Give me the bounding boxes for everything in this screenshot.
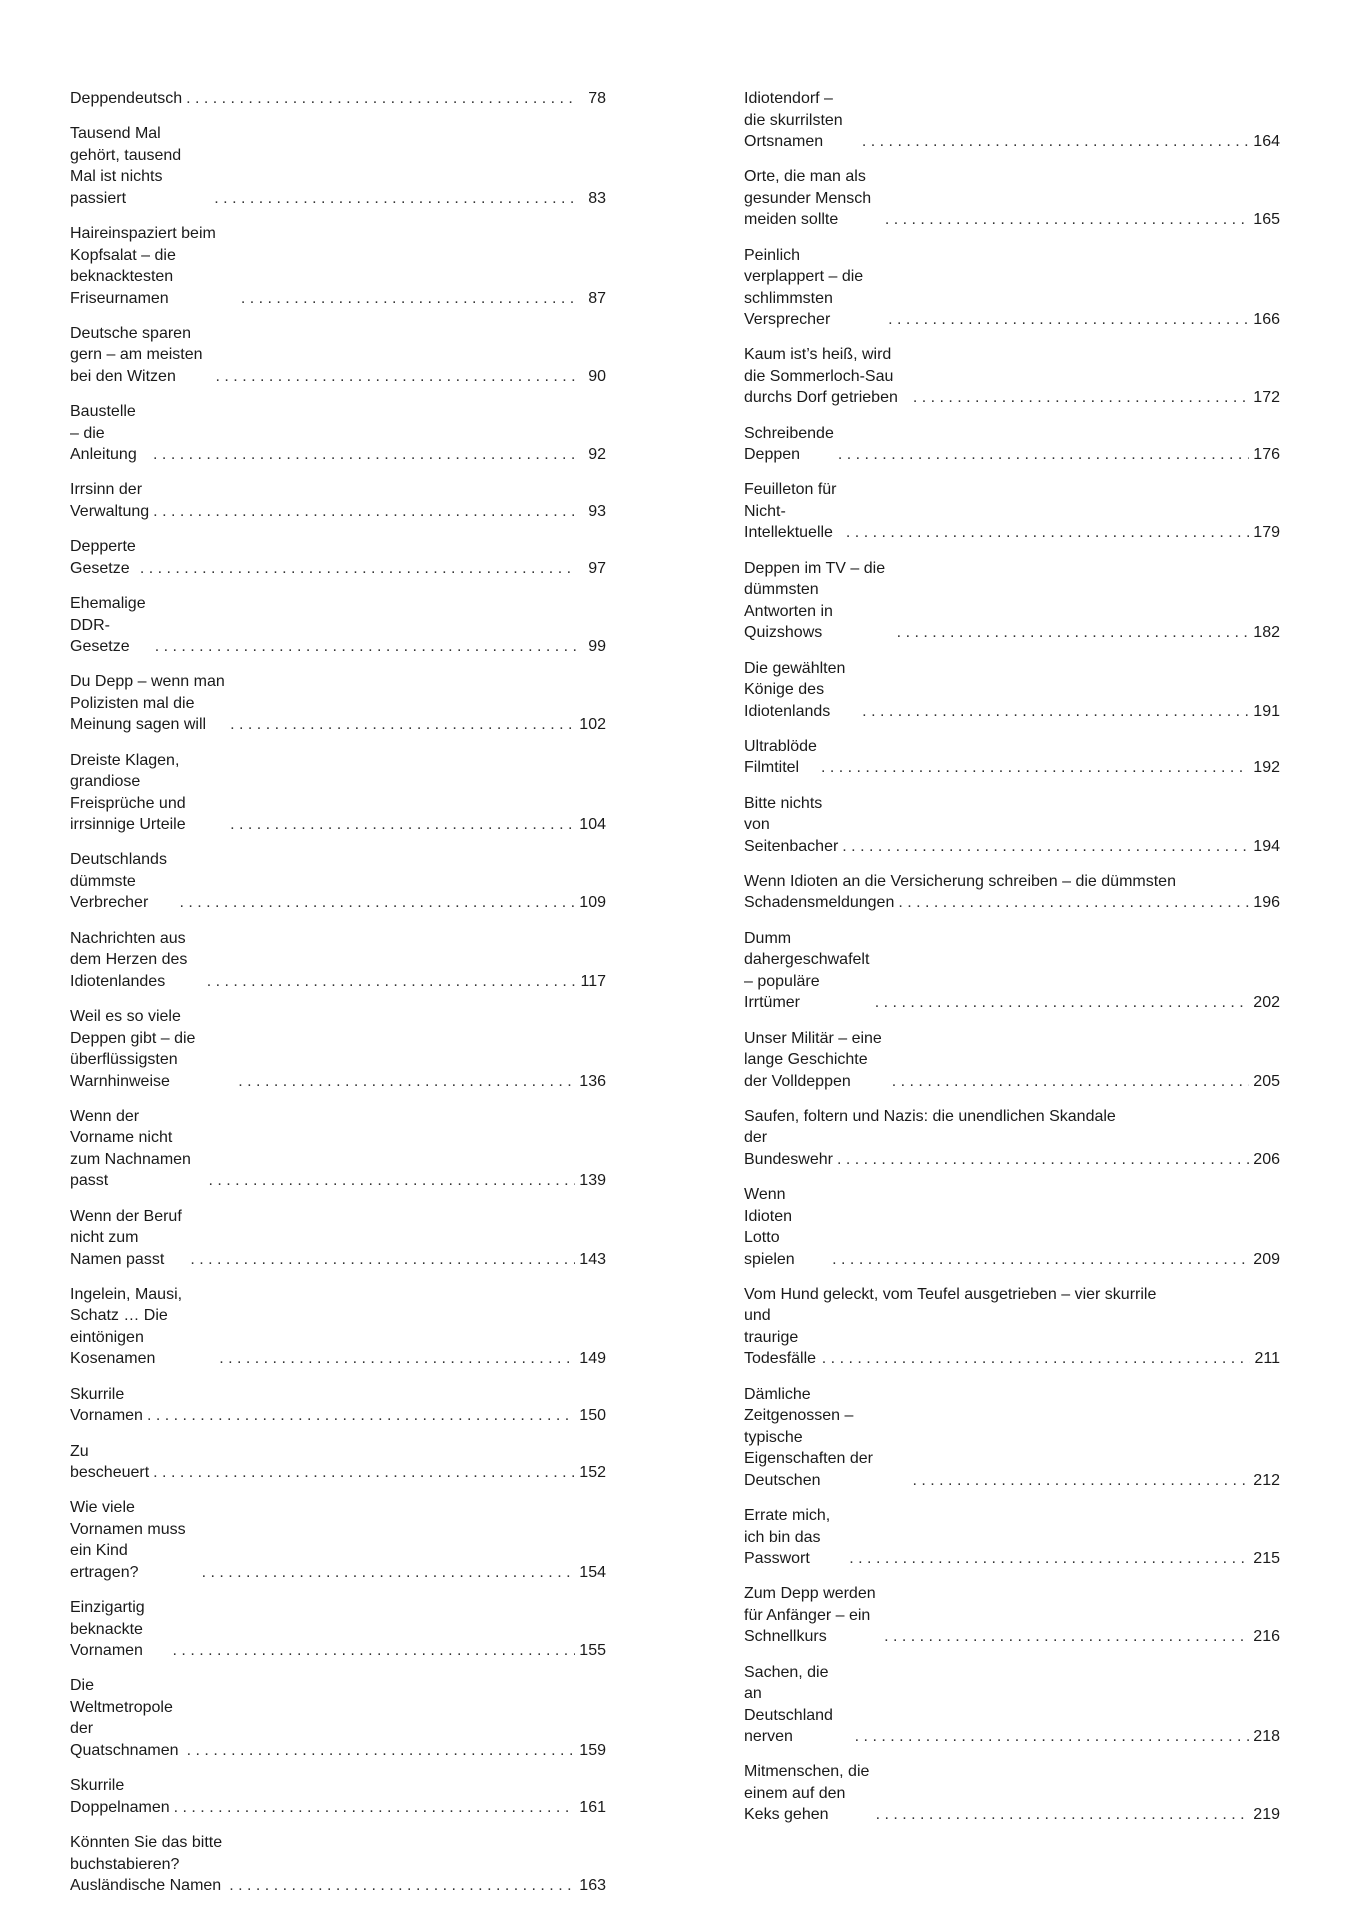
toc-entry bbox=[70, 1673, 606, 1761]
toc-entry bbox=[70, 86, 606, 110]
toc-entry-title: Peinlich verplappert – die schlimmsten Versprecher bbox=[744, 246, 864, 329]
toc-entry-page-number: 136 bbox=[579, 1072, 606, 1090]
toc-entry-page-number: 164 bbox=[1253, 133, 1280, 150]
toc-entry-page-number: 219 bbox=[1253, 1806, 1280, 1824]
toc-entry-title: Skurrile Doppelnamen bbox=[70, 1777, 170, 1816]
toc-entry-title: Feuilleton für Nicht-Intellektuelle bbox=[744, 481, 837, 542]
toc-entry-title-line-1: Wenn Idioten an die Versicherung schreiben – die dümmsten bbox=[744, 872, 1176, 890]
dot-leader bbox=[892, 1071, 1250, 1093]
toc-entry bbox=[744, 926, 1280, 1014]
dot-leader bbox=[898, 892, 1249, 914]
toc-entry bbox=[744, 164, 1280, 231]
toc-entry-page-number: 90 bbox=[588, 367, 606, 385]
toc-entry-title: Ehemalige DDR-Gesetze bbox=[70, 595, 146, 656]
dot-leader bbox=[821, 757, 1249, 779]
dot-leader bbox=[862, 701, 1249, 723]
toc-entry bbox=[70, 1004, 606, 1092]
dot-leader bbox=[140, 558, 576, 580]
dot-leader bbox=[875, 992, 1250, 1014]
toc-entry-title: Dumm dahergeschwafelt – populäre Irrtümer bbox=[744, 929, 870, 1012]
dot-leader bbox=[153, 501, 576, 523]
toc-entry-title: Schreibende Deppen bbox=[744, 424, 834, 464]
toc-entry-title: Haireinspaziert beim Kopfsalat – die beknacktesten Friseurnamen bbox=[70, 225, 216, 307]
toc-entry bbox=[744, 421, 1280, 466]
toc-entry-page-number: 211 bbox=[1254, 1350, 1280, 1368]
toc-entry-page-number: 155 bbox=[579, 1642, 606, 1660]
toc-entry-title: Weil es so viele Deppen gibt – die überflüssigsten Warnhinweise bbox=[70, 1008, 196, 1090]
dot-leader bbox=[173, 1640, 576, 1662]
toc-entry bbox=[70, 121, 606, 209]
toc-entry-title: Baustelle – die Anleitung bbox=[70, 403, 137, 464]
toc-entry-title-line-2: der Bundeswehr bbox=[744, 1129, 833, 1168]
toc-entry-title: Bitte nichts von Seitenbacher bbox=[744, 794, 839, 855]
toc-entry bbox=[70, 1773, 606, 1818]
toc-entry bbox=[744, 1660, 1280, 1748]
toc-entry-page-number: 99 bbox=[588, 638, 606, 656]
toc-entry-title: Zum Depp werden für Anfänger – ein Schnellkurs bbox=[744, 1585, 876, 1646]
toc-entry bbox=[744, 1581, 1280, 1648]
toc-entry bbox=[70, 1382, 606, 1427]
toc-entry bbox=[70, 748, 606, 836]
toc-entry-title: Deppen im TV – die dümmsten Antworten in Quizshows bbox=[744, 559, 886, 642]
toc-entry-title: Tausend Mal gehört, tausend Mal ist nichts passiert bbox=[70, 125, 182, 207]
dot-leader bbox=[885, 209, 1249, 231]
toc-entry bbox=[70, 477, 606, 522]
toc-entry-title: Skurrile Vornamen bbox=[70, 1385, 143, 1425]
toc-entry bbox=[70, 1282, 606, 1370]
dot-leader bbox=[897, 622, 1250, 644]
toc-entry-title: Zu bescheuert bbox=[70, 1442, 150, 1482]
toc-entry bbox=[744, 556, 1280, 644]
dot-leader bbox=[147, 1405, 575, 1427]
toc-entry-title: Deutschlands dümmste Verbrecher bbox=[70, 851, 167, 912]
toc-entry-page-number: 209 bbox=[1253, 1250, 1280, 1268]
toc-entry bbox=[70, 926, 606, 993]
toc-entry-title: Sachen, die an Deutschland nerven bbox=[744, 1663, 833, 1746]
toc-entry bbox=[70, 669, 606, 736]
toc-entry bbox=[70, 1495, 606, 1583]
toc-entry bbox=[744, 1282, 1280, 1370]
toc-entry-title: Die Weltmetropole der Quatschnamen bbox=[70, 1677, 179, 1759]
dot-leader bbox=[842, 836, 1249, 858]
toc-entry bbox=[70, 1439, 606, 1484]
dot-leader bbox=[837, 1149, 1249, 1171]
dot-leader bbox=[230, 714, 575, 736]
toc-left-column bbox=[70, 86, 606, 1908]
toc-entry-title: Irrsinn der Verwaltung bbox=[70, 481, 150, 520]
toc-entry-page-number: 216 bbox=[1253, 1628, 1280, 1646]
toc-entry-page-number: 92 bbox=[588, 446, 606, 464]
toc-entry-page-number: 196 bbox=[1253, 894, 1280, 912]
toc-entry-page-number: 163 bbox=[579, 1877, 606, 1895]
toc-entry bbox=[744, 243, 1280, 331]
dot-leader bbox=[208, 1170, 575, 1192]
toc-entry-title: Wenn der Beruf nicht zum Namen passt bbox=[70, 1207, 182, 1268]
toc-entry-page-number: 150 bbox=[579, 1407, 606, 1425]
toc-entry-title: Depperte Gesetze bbox=[70, 538, 136, 577]
toc-entry-page-number: 97 bbox=[588, 559, 606, 577]
toc-entry-title: Dreiste Klagen, grandiose Freisprüche und irrsinnige Urteile bbox=[70, 751, 186, 834]
toc-entry-page-number: 83 bbox=[588, 189, 606, 207]
toc-entry-page-number: 172 bbox=[1253, 389, 1280, 407]
dot-leader bbox=[862, 131, 1249, 153]
toc-entry-page-number: 165 bbox=[1253, 211, 1280, 229]
toc-entry-title: Deppendeutsch bbox=[70, 90, 183, 107]
toc-entry-title-line-1: Vom Hund geleckt, vom Teufel ausgetrieben – vier skurrile bbox=[744, 1285, 1157, 1303]
dot-leader bbox=[855, 1726, 1250, 1748]
toc-entry-title: Ingelein, Mausi, Schatz … Die eintönigen Kosenamen bbox=[70, 1285, 183, 1368]
dot-leader bbox=[153, 444, 576, 466]
toc-entry bbox=[70, 591, 606, 658]
dot-leader bbox=[913, 387, 1249, 409]
toc-entry bbox=[744, 1382, 1280, 1492]
toc-entry bbox=[70, 321, 606, 388]
dot-leader bbox=[241, 288, 576, 310]
dot-leader bbox=[876, 1804, 1250, 1826]
toc-entry-title: Wenn Idioten Lotto spielen bbox=[744, 1186, 795, 1268]
dot-leader bbox=[230, 814, 575, 836]
toc-entry-title-line-1: Saufen, foltern und Nazis: die unendlichen Skandale bbox=[744, 1107, 1116, 1125]
dot-leader bbox=[174, 1797, 576, 1819]
toc-entry-page-number: 176 bbox=[1253, 446, 1280, 464]
toc-entry-title: Ultrablöde Filmtitel bbox=[744, 737, 817, 777]
toc-entry bbox=[70, 399, 606, 466]
toc-entry bbox=[744, 734, 1280, 779]
toc-entry-page-number: 93 bbox=[588, 502, 606, 520]
toc-entry bbox=[744, 1182, 1280, 1270]
dot-leader bbox=[229, 1875, 575, 1897]
toc-entry-page-number: 87 bbox=[588, 289, 606, 307]
toc-entry-page-number: 149 bbox=[579, 1350, 606, 1368]
dot-leader bbox=[155, 636, 576, 658]
toc-entry bbox=[70, 221, 606, 309]
toc-entry bbox=[70, 1595, 606, 1662]
dot-leader bbox=[207, 971, 576, 993]
toc-entry-page-number: 205 bbox=[1253, 1072, 1280, 1090]
toc-entry-title: Dämliche Zeitgenossen – typische Eigenschaften der Deutschen bbox=[744, 1385, 873, 1489]
toc-entry-page-number: 215 bbox=[1253, 1550, 1280, 1568]
toc-entry-title: Wie viele Vornamen muss ein Kind ertragen? bbox=[70, 1499, 186, 1581]
toc-entry-page-number: 109 bbox=[579, 894, 606, 912]
toc-entry-page-number: 202 bbox=[1253, 994, 1280, 1012]
toc-entry bbox=[70, 1204, 606, 1271]
dot-leader bbox=[846, 522, 1249, 544]
dot-leader bbox=[884, 1626, 1249, 1648]
toc-entry-page-number: 152 bbox=[579, 1464, 606, 1482]
toc-entry-page-number: 212 bbox=[1253, 1471, 1280, 1489]
dot-leader bbox=[849, 1548, 1249, 1570]
toc-entry bbox=[744, 1104, 1280, 1171]
toc-entry-title: Idiotendorf – die skurrilsten Ortsnamen bbox=[744, 90, 843, 150]
toc-entry-title: Die gewählten Könige des Idiotenlands bbox=[744, 659, 846, 720]
dot-leader bbox=[238, 1071, 575, 1093]
toc-entry-page-number: 179 bbox=[1253, 524, 1280, 542]
toc-entry-page-number: 139 bbox=[579, 1172, 606, 1190]
toc-entry bbox=[744, 1503, 1280, 1570]
toc-entry-page-number: 102 bbox=[579, 716, 606, 734]
toc-entry-page-number: 194 bbox=[1253, 837, 1280, 855]
toc-entry-page-number: 78 bbox=[588, 90, 606, 107]
toc-entry-page-number: 159 bbox=[579, 1741, 606, 1759]
toc-entry-title: Deutsche sparen gern – am meisten bei den Witzen bbox=[70, 324, 203, 385]
dot-leader bbox=[838, 444, 1249, 466]
toc-entry-title: Einzigartig beknackte Vornamen bbox=[70, 1599, 145, 1660]
toc-entry bbox=[744, 342, 1280, 409]
toc-entry-page-number: 104 bbox=[579, 816, 606, 834]
toc-entry-title: Könnten Sie das bitte buchstabieren? Ausländische Namen bbox=[70, 1834, 223, 1895]
toc-entry-title: Du Depp – wenn man Polizisten mal die Meinung sagen will bbox=[70, 673, 225, 734]
dot-leader bbox=[888, 309, 1249, 331]
toc-entry bbox=[70, 847, 606, 914]
dot-leader bbox=[832, 1249, 1249, 1271]
toc-entry-page-number: 154 bbox=[579, 1563, 606, 1581]
dot-leader bbox=[187, 1740, 576, 1762]
toc-entry bbox=[70, 534, 606, 579]
toc-entry-title-line-2: Schadensmeldungen bbox=[744, 894, 895, 912]
toc-right-column bbox=[744, 86, 1280, 1838]
toc-entry bbox=[744, 1759, 1280, 1826]
toc-entry-title: Wenn der Vorname nicht zum Nachnamen passt bbox=[70, 1107, 191, 1190]
toc-entry bbox=[744, 791, 1280, 858]
dot-leader bbox=[186, 88, 576, 110]
toc-entry bbox=[744, 656, 1280, 723]
dot-leader bbox=[912, 1470, 1249, 1492]
toc-entry-title: Errate mich, ich bin das Passwort bbox=[744, 1507, 831, 1568]
toc-entry-title: Orte, die man als gesunder Mensch meiden sollte bbox=[744, 168, 872, 229]
toc-entry-title: Unser Militär – eine lange Geschichte der Volldeppen bbox=[744, 1029, 882, 1090]
toc-entry-page-number: 206 bbox=[1253, 1150, 1280, 1168]
toc-entry bbox=[744, 477, 1280, 544]
toc-entry-title: Kaum ist’s heiß, wird die Sommerloch-Sau durchs Dorf getrieben bbox=[744, 346, 898, 407]
toc-entry bbox=[744, 1026, 1280, 1093]
dot-leader bbox=[822, 1348, 1250, 1370]
dot-leader bbox=[190, 1249, 575, 1271]
toc-entry bbox=[744, 869, 1280, 914]
dot-leader bbox=[202, 1562, 576, 1584]
toc-entry-page-number: 182 bbox=[1253, 624, 1280, 642]
dot-leader bbox=[219, 1348, 575, 1370]
toc-entry-page-number: 161 bbox=[579, 1798, 606, 1816]
dot-leader bbox=[216, 366, 576, 388]
toc-entry-page-number: 191 bbox=[1253, 702, 1280, 720]
toc-entry-title: Mitmenschen, die einem auf den Keks gehen bbox=[744, 1763, 870, 1824]
toc-entry-page-number: 218 bbox=[1253, 1728, 1280, 1746]
toc-entry-page-number: 166 bbox=[1253, 311, 1280, 329]
dot-leader bbox=[214, 188, 576, 210]
toc-entry-page-number: 192 bbox=[1253, 759, 1280, 777]
toc-entry-page-number: 143 bbox=[579, 1250, 606, 1268]
toc-entry bbox=[744, 86, 1280, 153]
toc-entry bbox=[70, 1104, 606, 1192]
toc-entry-title-line-2: und traurige Todesfälle bbox=[744, 1307, 817, 1368]
toc-entry-title: Nachrichten aus dem Herzen des Idiotenlandes bbox=[70, 929, 188, 990]
toc-entry bbox=[70, 1830, 606, 1897]
dot-leader bbox=[153, 1462, 575, 1484]
dot-leader bbox=[179, 892, 575, 914]
toc-entry-page-number: 117 bbox=[580, 972, 606, 990]
